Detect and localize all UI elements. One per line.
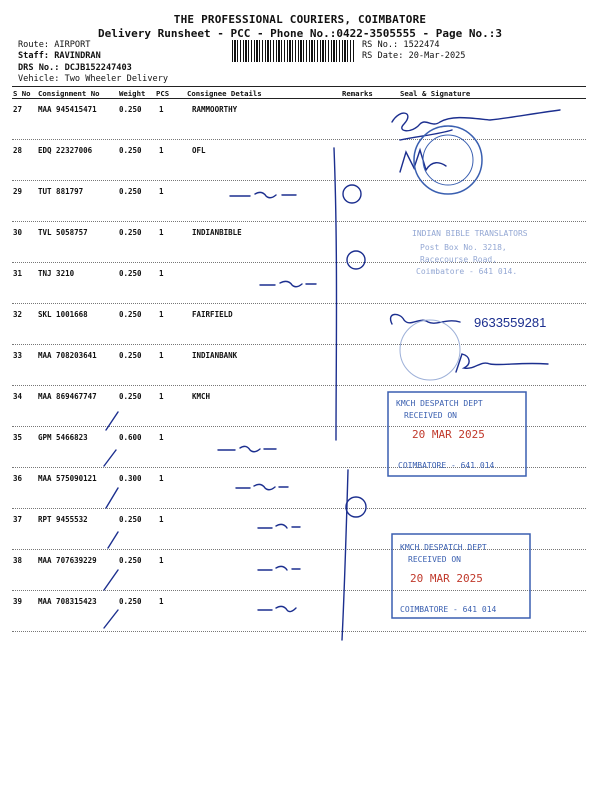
signature-scribble — [391, 314, 460, 324]
ink-vertical-line — [342, 470, 348, 640]
row-consignment: TUT 881797 — [38, 187, 84, 196]
row-pcs: 1 — [159, 474, 164, 483]
ink-dash-mark — [218, 446, 276, 451]
seal-stamp — [414, 126, 482, 194]
stamp-date: 20 MAR 2025 — [412, 428, 485, 441]
row-pcs: 1 — [159, 146, 164, 155]
seal-stamp-faint — [400, 320, 460, 380]
ink-dash-mark — [260, 281, 316, 286]
stamp-line: KMCH DESPATCH DEPT — [400, 543, 487, 552]
row-weight: 0.250 — [119, 228, 142, 237]
row-weight: 0.250 — [119, 105, 142, 114]
col-remarks: Remarks — [342, 89, 373, 98]
col-sno: S No — [13, 89, 31, 98]
row-consignment: TVL 5058757 — [38, 228, 88, 237]
row-weight: 0.250 — [119, 556, 142, 565]
row-sno: 28 — [13, 146, 23, 155]
kmch-received-stamp — [388, 392, 526, 476]
stamp-line: Post Box No. 3218, — [420, 243, 507, 252]
row-pcs: 1 — [159, 228, 164, 237]
ink-dash-mark — [236, 484, 288, 489]
rs-number: RS No.: 1522474 — [362, 40, 440, 50]
row-consignee: INDIANBIBLE — [192, 228, 242, 237]
drs-number: DRS No.: DCJB152247403 — [18, 63, 132, 73]
kmch-received-stamp — [392, 534, 530, 618]
row-pcs: 1 — [159, 187, 164, 196]
row-sno: 27 — [13, 105, 23, 114]
row-pcs: 1 — [159, 597, 164, 606]
route-label: Route: AIRPORT — [18, 40, 91, 50]
row-pcs: 1 — [159, 351, 164, 360]
row-consignment: MAA 869467747 — [38, 392, 97, 401]
row-weight: 0.250 — [119, 351, 142, 360]
row-sno: 31 — [13, 269, 23, 278]
col-seal-signature: Seal & Signature — [400, 89, 471, 98]
row-sno: 36 — [13, 474, 23, 483]
stamp-line: RECEIVED ON — [404, 411, 457, 420]
ink-dash-mark — [258, 566, 300, 570]
ink-circle-mark — [347, 251, 365, 269]
row-weight: 0.250 — [119, 515, 142, 524]
row-consignee: INDIANBANK — [192, 351, 238, 360]
handwritten-phone: 9633559281 — [474, 315, 547, 330]
row-consignment: EDQ 22327006 — [38, 146, 93, 155]
row-consignment: GPM 5466823 — [38, 433, 88, 442]
vehicle-label: Vehicle: Two Wheeler Delivery — [18, 74, 169, 84]
ink-tick-mark — [104, 412, 118, 628]
row-consignment: TNJ 3210 — [38, 269, 75, 278]
row-sno: 38 — [13, 556, 23, 565]
row-weight: 0.250 — [119, 269, 142, 278]
row-weight: 0.250 — [119, 310, 142, 319]
runsheet-subtitle: Delivery Runsheet - PCC - Phone No.:0422-3505555 - Page No.:3 — [98, 27, 502, 40]
ink-dash-mark — [258, 524, 300, 528]
seal-stamp-inner — [423, 135, 473, 185]
stamp-line: KMCH DESPATCH DEPT — [396, 399, 483, 408]
row-weight: 0.250 — [119, 187, 142, 196]
row-weight: 0.250 — [119, 392, 142, 401]
ink-circle-mark — [346, 497, 366, 517]
col-pcs: PCS — [156, 89, 170, 98]
row-consignment: MAA 708315423 — [38, 597, 97, 606]
ink-circle-mark — [343, 185, 361, 203]
row-consignee: OFL — [192, 146, 206, 155]
row-weight: 0.250 — [119, 597, 142, 606]
row-consignment: RPT 9455532 — [38, 515, 88, 524]
row-pcs: 1 — [159, 433, 164, 442]
row-sno: 35 — [13, 433, 23, 442]
row-consignment: MAA 708203641 — [38, 351, 97, 360]
ink-dash-mark — [230, 192, 296, 197]
row-pcs: 1 — [159, 515, 164, 524]
stamp-line: RECEIVED ON — [408, 555, 461, 564]
staff-label: Staff: RAVINDRAN — [18, 51, 101, 61]
row-consignment: MAA 945415471 — [38, 105, 97, 114]
row-pcs: 1 — [159, 392, 164, 401]
row-sno: 32 — [13, 310, 23, 319]
row-pcs: 1 — [159, 269, 164, 278]
row-consignment: MAA 575090121 — [38, 474, 97, 483]
row-sno: 29 — [13, 187, 23, 196]
col-weight: Weight — [119, 89, 146, 98]
stamp-line: COIMBATORE - 641 014 — [398, 461, 495, 470]
row-consignment: SKL 1001668 — [38, 310, 88, 319]
row-pcs: 1 — [159, 556, 164, 565]
row-sno: 33 — [13, 351, 23, 360]
stamp-line: Coimbatore - 641 014. — [416, 267, 518, 276]
row-sno: 34 — [13, 392, 23, 401]
ink-vertical-line — [334, 148, 337, 440]
row-consignment: MAA 707639229 — [38, 556, 97, 565]
row-consignee: FAIRFIELD — [192, 310, 233, 319]
signature-scribble — [456, 354, 548, 372]
company-title: THE PROFESSIONAL COURIERS, COIMBATORE — [173, 13, 427, 26]
signature-scribble — [392, 110, 560, 131]
rs-date: RS Date: 20-Mar-2025 — [362, 51, 466, 61]
stamp-line: INDIAN BIBLE TRANSLATORS — [412, 229, 528, 238]
row-pcs: 1 — [159, 105, 164, 114]
row-consignee: KMCH — [192, 392, 211, 401]
stamp-line: Racecourse Road, — [420, 255, 498, 264]
col-consignee: Consignee Details — [187, 89, 262, 98]
row-sno: 37 — [13, 515, 23, 524]
row-sno: 39 — [13, 597, 23, 606]
row-weight: 0.600 — [119, 433, 142, 442]
row-pcs: 1 — [159, 310, 164, 319]
row-sno: 30 — [13, 228, 23, 237]
ink-dash-mark — [258, 606, 296, 611]
row-consignee: RAMMOORTHY — [192, 105, 238, 114]
row-weight: 0.300 — [119, 474, 142, 483]
stamp-date: 20 MAR 2025 — [410, 572, 483, 585]
row-weight: 0.250 — [119, 146, 142, 155]
translators-stamp — [412, 229, 528, 276]
stamp-line: COIMBATORE - 641 014 — [400, 605, 497, 614]
col-consignment: Consignment No — [38, 89, 100, 98]
